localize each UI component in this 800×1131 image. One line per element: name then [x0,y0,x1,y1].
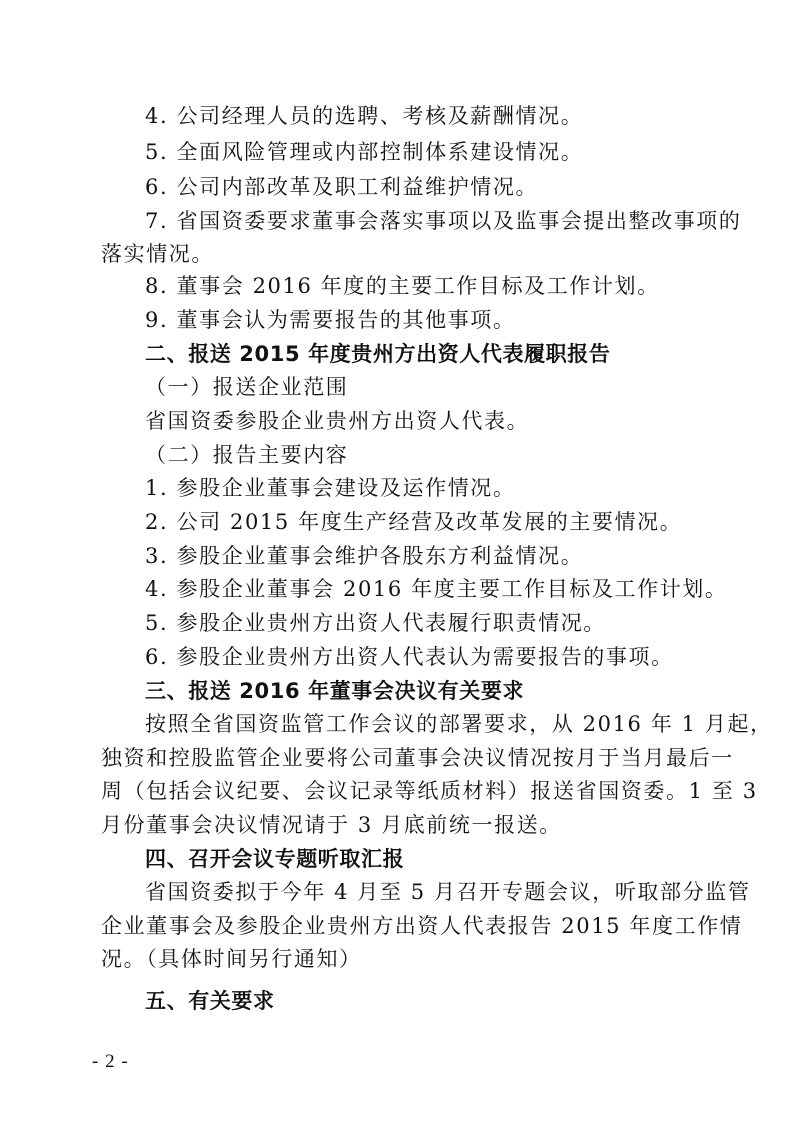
list-item-representative-matters: 6. 参股企业贵州方出资人代表认为需要报告的事项。 [145,645,674,669]
list-item-board-work-plan: 4. 参股企业董事会 2016 年度主要工作目标及工作计划。 [145,577,728,601]
subsection-heading-content: （二）报告主要内容 [145,443,349,467]
page-number: - 2 - [92,1051,129,1072]
paragraph-resolution-line-1: 按照全省国资监管工作会议的部署要求，从 2016 年 1 月起， [145,712,773,736]
list-item-board-construction: 1. 参股企业董事会建设及运作情况。 [145,476,516,500]
paragraph-resolution-line-2: 独资和控股监管企业要将公司董事会决议情况按月于当月最后一 [101,746,734,770]
paragraph-meeting-line-1: 省国资委拟于今年 4 月至 5 月召开专题会议，听取部分监管 [145,880,751,904]
list-item-sasac-requirements: 7. 省国资委要求董事会落实事项以及监事会提出整改事项的 [145,209,742,233]
list-item-internal-reform: 6. 公司内部改革及职工利益维护情况。 [145,175,539,199]
list-item-sasac-requirements-cont: 落实情况。 [101,242,214,266]
list-item-risk-management: 5. 全面风险管理或内部控制体系建设情况。 [145,140,584,164]
section-heading-5: 五、有关要求 [145,989,275,1013]
list-item-shareholder-interest: 3. 参股企业董事会维护各股东方利益情况。 [145,544,584,568]
list-item-other-matters: 9. 董事会认为需要报告的其他事项。 [145,308,516,332]
list-item-production-status: 2. 公司 2015 年度生产经营及改革发展的主要情况。 [145,510,683,534]
paragraph-resolution-line-3: 周（包括会议纪要、会议记录等纸质材料）报送省国资委。1 至 3 [101,779,758,803]
paragraph-meeting-line-3: 况。（具体时间另行通知） [101,947,362,971]
paragraph-resolution-line-4: 月份董事会决议情况请于 3 月底前统一报送。 [101,813,562,837]
section-heading-2: 二、报送 2015 年度贵州方出资人代表履职报告 [145,342,611,366]
paragraph-scope: 省国资委参股企业贵州方出资人代表。 [145,409,530,433]
list-item-manager-selection: 4. 公司经理人员的选聘、考核及薪酬情况。 [145,104,584,128]
paragraph-meeting-line-2: 企业董事会及参股企业贵州方出资人代表报告 2015 年度工作情 [101,914,743,938]
subsection-heading-scope: （一）报送企业范围 [145,375,349,399]
section-heading-3: 三、报送 2016 年董事会决议有关要求 [145,679,525,703]
section-heading-4: 四、召开会议专题听取汇报 [145,847,405,871]
list-item-representative-duties: 5. 参股企业贵州方出资人代表履行职责情况。 [145,611,606,635]
list-item-work-plan: 8. 董事会 2016 年度的主要工作目标及工作计划。 [145,274,660,298]
